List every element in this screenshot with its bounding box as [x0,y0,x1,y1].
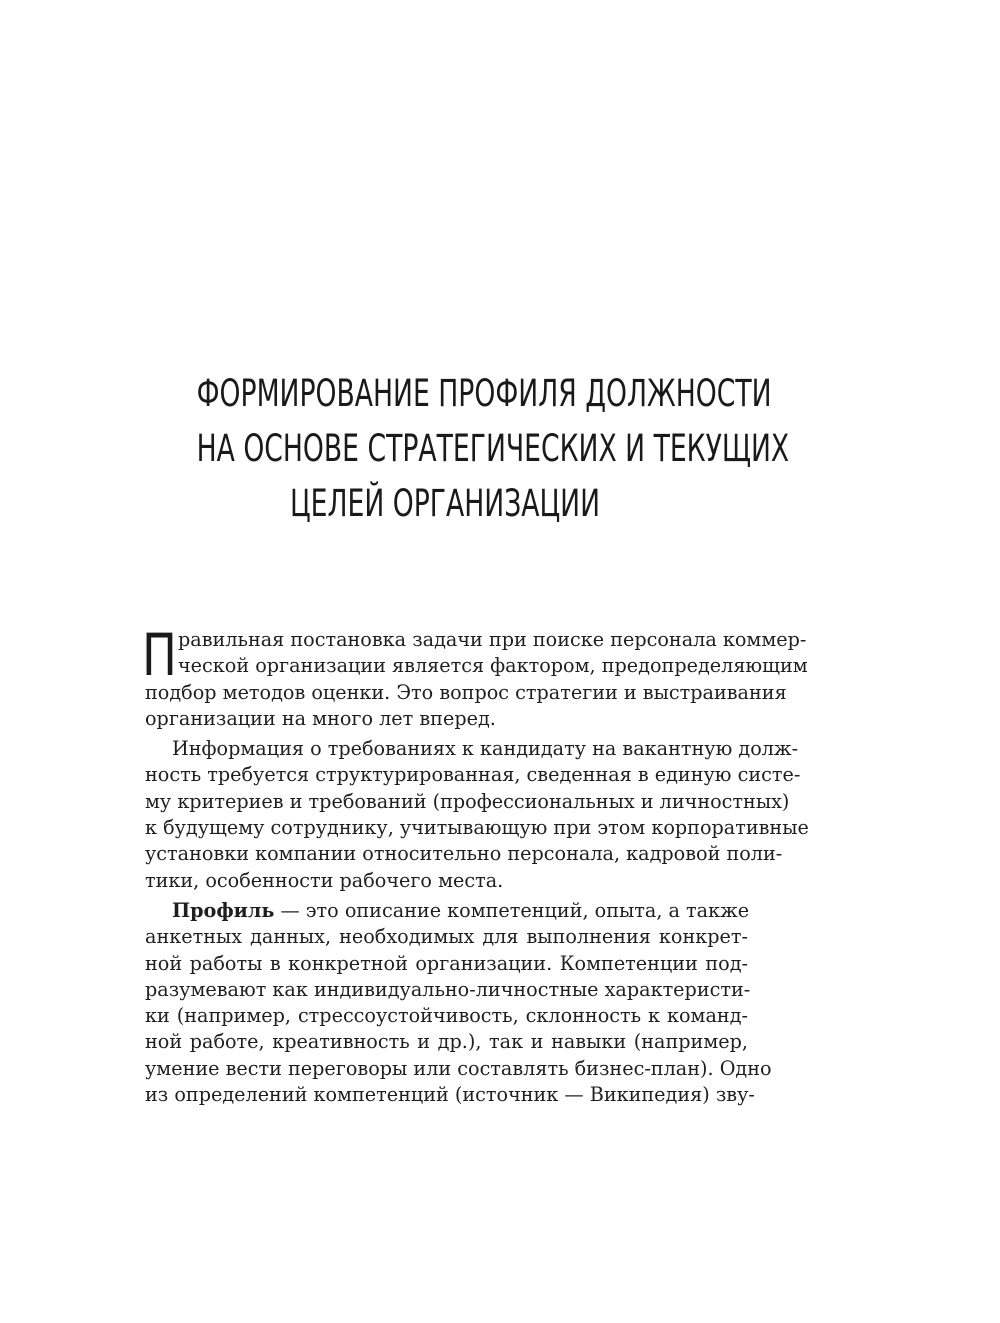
chapter-title-line: ФОРМИРОВАНИЕ ПРОФИЛЯ ДОЛЖНОСТИ [196,372,772,415]
chapter-title-line: ЦЕЛЕЙ ОРГАНИЗАЦИИ [289,482,601,525]
paragraph-1 [142,621,808,732]
text-line: ной работе, креативность и др.), так и навыки (например, [145,1030,748,1054]
body-text [142,621,809,1108]
definition-term: Профиль [172,898,275,922]
text-line: ность требуется структурированная, сведенная в единую систе- [145,763,801,787]
text-line: ческой организации является фактором, предопределяющим [178,654,808,678]
text-line: му критериев и требований (профессиональных и личностных) [145,789,790,813]
text-line: анкетных данных, необходимых для выполнения конкрет- [145,925,748,949]
text-line: ной работы в конкретной организации. Компетенции под- [145,951,748,975]
text-line: к будущему сотруднику, учитывающую при этом корпоративные [145,816,809,840]
paragraph-3 [145,898,772,1108]
text-line: разумевают как индивидуально-личностные характеристи- [145,977,751,1001]
text-line: организации на много лет вперед. [145,706,496,730]
text-line: ки (например, стрессоустойчивость, склонность к команд- [145,1004,748,1028]
text-line: установки компании относительно персонала, кадровой поли- [145,842,783,866]
text-line: равильная постановка задачи при поиске персонала коммер- [178,628,807,651]
text-line: умение вести переговоры или составлять бизнес-план). Одно [145,1056,772,1080]
text-line: подбор методов оценки. Это вопрос стратегии и выстраивания [145,680,787,704]
text-line: из определений компетенций (источник — Википедия) зву- [145,1083,755,1107]
definition-intro: — это описание компетенций, опыта, а также [274,898,750,922]
chapter-title [196,366,790,531]
paragraph-2 [145,736,809,894]
drop-cap-letter: П [142,621,177,689]
text-line: тики, особенности рабочего места. [145,868,504,892]
text-line: Информация о требованиях к кандидату на вакантную долж- [172,737,799,761]
text-line [145,898,748,924]
chapter-title-line: НА ОСНОВЕ СТРАТЕГИЧЕСКИХ И ТЕКУЩИХ [196,427,790,470]
